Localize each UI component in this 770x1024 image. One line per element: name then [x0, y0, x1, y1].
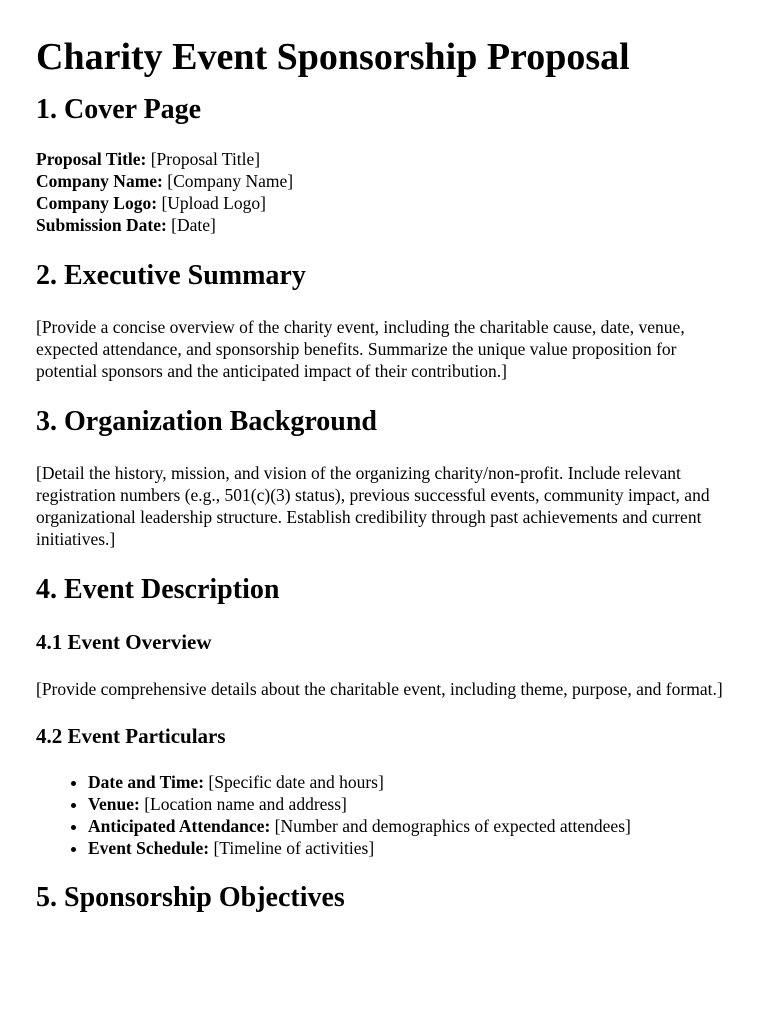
cover-field-company-logo	[36, 192, 734, 214]
field-value: [Proposal Title]	[150, 149, 261, 169]
item-label: Date and Time:	[88, 772, 205, 792]
item-value: [Specific date and hours]	[208, 772, 384, 792]
section-heading-organization-background: 3. Organization Background	[36, 406, 377, 437]
list-item	[88, 815, 734, 837]
field-value: [Date]	[171, 215, 216, 235]
item-value: [Timeline of activities]	[213, 838, 375, 858]
section-heading-cover-page: 1. Cover Page	[36, 94, 202, 125]
subsection-heading-event-overview: 4.1 Event Overview	[36, 630, 212, 654]
field-label: Submission Date:	[36, 215, 167, 235]
section-heading-executive-summary: 2. Executive Summary	[36, 260, 306, 291]
item-value: [Location name and address]	[144, 794, 347, 814]
field-label: Company Logo:	[36, 193, 158, 213]
field-value: [Upload Logo]	[161, 193, 266, 213]
section-heading-event-description: 4. Event Description	[36, 574, 280, 605]
subsection-heading-event-particulars: 4.2 Event Particulars	[36, 724, 226, 748]
cover-fields	[36, 148, 734, 236]
cover-field-submission-date	[36, 214, 734, 236]
section-heading-sponsorship-objectives: 5. Sponsorship Objectives	[36, 882, 345, 913]
item-label: Event Schedule:	[88, 838, 210, 858]
organization-background-text: [Detail the history, mission, and vision of the organizing charity/non-profit. Include relevant registration numbers (e.g., 501(c)(3) status), previous successful events, community impact, and organizational leadership structure. Establish credibility through past achievements and current initiatives.]	[36, 463, 710, 549]
list-item	[88, 793, 734, 815]
item-value: [Number and demographics of expected attendees]	[274, 816, 631, 836]
list-item	[88, 771, 734, 793]
list-item	[88, 837, 734, 859]
document-title: Charity Event Sponsorship Proposal	[36, 36, 630, 78]
item-label: Anticipated Attendance:	[88, 816, 271, 836]
item-label: Venue:	[88, 794, 140, 814]
field-label: Proposal Title:	[36, 149, 147, 169]
event-particulars-list	[36, 771, 734, 859]
cover-field-company-name	[36, 170, 734, 192]
cover-field-proposal-title	[36, 148, 734, 170]
field-label: Company Name:	[36, 171, 163, 191]
field-value: [Company Name]	[167, 171, 294, 191]
event-overview-text: [Provide comprehensive details about the charitable event, including theme, purpose, and format.]	[36, 679, 723, 699]
executive-summary-text: [Provide a concise overview of the charity event, including the charitable cause, date, venue, expected attendance, and sponsorship benefits. Summarize the unique value proposition for potential sponsors and the anticipated impact of their contribution.]	[36, 317, 685, 381]
